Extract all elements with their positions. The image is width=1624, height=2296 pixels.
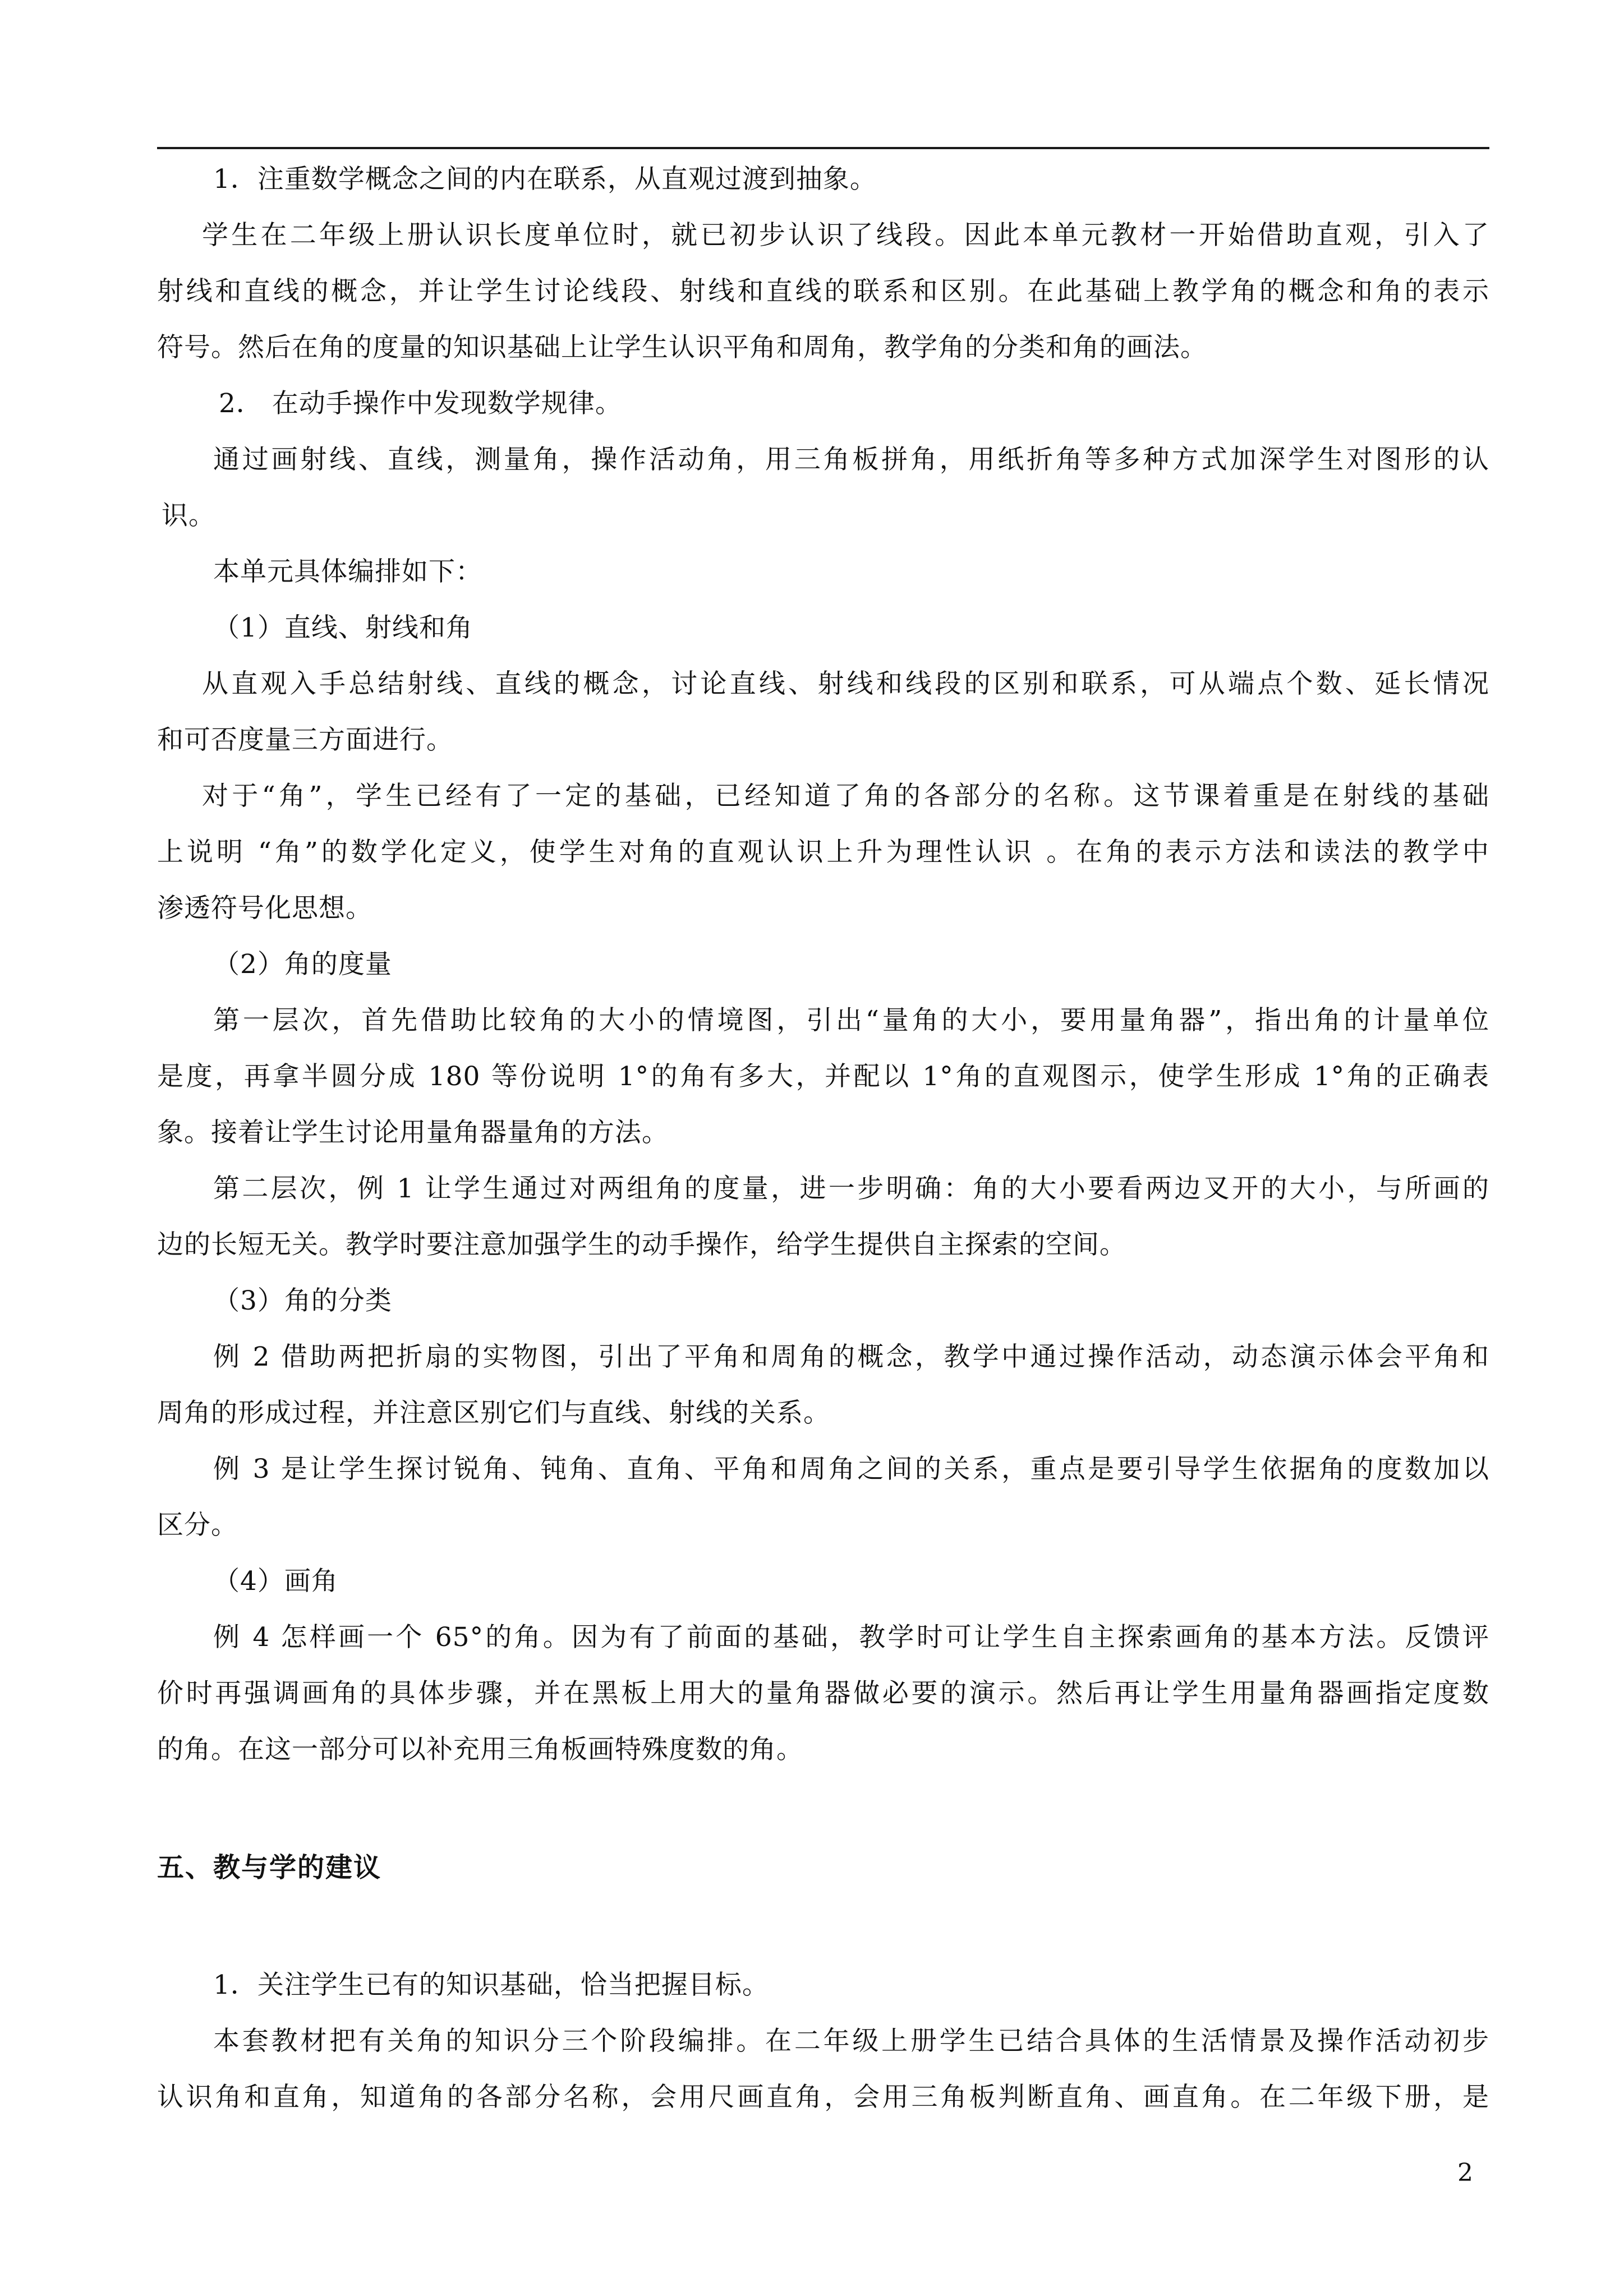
section-heading: 五、教与学的建议 <box>157 1852 382 1883</box>
paragraph-line: 例 3 是让学生探讨锐角、钝角、直角、平角和周角之间的关系，重点是要引导学生依据角的度数加以 <box>213 1454 1489 1484</box>
paragraph-line: 对于“角”，学生已经有了一定的基础，已经知道了角的各部分的名称。这节课着重是在射线的基础 <box>202 781 1489 812</box>
paragraph-line: 上说明 “角”的数学化定义，使学生对角的直观认识上升为理性认识 。在角的表示方法和读法的教学中 <box>157 837 1489 868</box>
paragraph-line: 第二层次，例 1 让学生通过对两组角的度量，进一步明确：角的大小要看两边叉开的大小，与所画的 <box>213 1173 1489 1204</box>
numbered-point: 1．注重数学概念之间的内在联系，从直观过渡到抽象。 <box>213 164 877 195</box>
paragraph-line: 渗透符号化思想。 <box>157 893 372 924</box>
section-gap <box>157 1778 1489 1839</box>
subsection-title: （2）角的度量 <box>213 949 392 980</box>
paragraph-line: 例 4 怎样画一个 65°的角。因为有了前面的基础，教学时可让学生自主探索画角的基本方法。反馈评 <box>213 1622 1489 1653</box>
paragraph-line: 从直观入手总结射线、直线的概念，讨论直线、射线和线段的区别和联系，可从端点个数、延长情况 <box>202 668 1489 699</box>
subsection-title: （1）直线、射线和角 <box>213 612 473 643</box>
paragraph-line: 本单元具体编排如下： <box>213 556 482 587</box>
paragraph-line: 学生在二年级上册认识长度单位时，就已初步认识了线段。因此本单元教材一开始借助直观，引入了 <box>202 220 1489 251</box>
paragraph-line: 价时再强调画角的具体步骤，并在黑板上用大的量角器做必要的演示。然后再让学生用量角器画指定度数 <box>157 1678 1489 1709</box>
paragraph-line: 符号。然后在角的度量的知识基础上让学生认识平角和周角，教学角的分类和角的画法。 <box>157 332 1207 363</box>
paragraph-line: 是度，再拿半圆分成 180 等份说明 1°的角有多大，并配以 1°角的直观图示，使学生形成 1°角的正确表 <box>157 1061 1489 1092</box>
paragraph-line: 本套教材把有关角的知识分三个阶段编排。在二年级上册学生已结合具体的生活情景及操作活动初步 <box>213 2026 1489 2057</box>
numbered-point: 2． 在动手操作中发现数学规律。 <box>219 388 622 419</box>
paragraph-line: 通过画射线、直线，测量角，操作活动角，用三角板拼角，用纸折角等多种方式加深学生对图形的认 <box>213 444 1489 475</box>
header-rule <box>157 147 1489 149</box>
numbered-point: 1．关注学生已有的知识基础，恰当把握目标。 <box>213 1970 769 2000</box>
paragraph-line: 的角。在这一部分可以补充用三角板画特殊度数的角。 <box>157 1734 803 1765</box>
paragraph-line: 例 2 借助两把折扇的实物图，引出了平角和周角的概念，教学中通过操作活动，动态演示体会平角和 <box>213 1341 1489 1372</box>
paragraph-line: 射线和直线的概念，并让学生讨论线段、射线和直线的联系和区别。在此基础上教学角的概念和角的表示 <box>157 276 1489 307</box>
document-body <box>157 151 1489 2126</box>
paragraph-line: 第一层次，首先借助比较角的大小的情境图，引出“量角的大小，要用量角器”，指出角的计量单位 <box>213 1005 1489 1036</box>
page-number: 2 <box>1457 2159 1473 2187</box>
paragraph-line: 和可否度量三方面进行。 <box>157 725 453 755</box>
section-gap <box>157 1896 1489 1957</box>
paragraph-line: 认识角和直角，知道角的各部分名称，会用尺画直角，会用三角板判断直角、画直角。在二年级下册，是 <box>157 2082 1489 2113</box>
paragraph-line: 象。接着让学生讨论用量角器量角的方法。 <box>157 1117 669 1148</box>
paragraph-line: 区分。 <box>157 1510 238 1541</box>
paragraph-line: 周角的形成过程，并注意区别它们与直线、射线的关系。 <box>157 1398 830 1428</box>
subsection-title: （4）画角 <box>213 1566 338 1597</box>
subsection-title: （3）角的分类 <box>213 1285 392 1316</box>
paragraph-line: 识。 <box>162 500 215 531</box>
paragraph-line: 边的长短无关。教学时要注意加强学生的动手操作，给学生提供自主探索的空间。 <box>157 1229 1126 1260</box>
